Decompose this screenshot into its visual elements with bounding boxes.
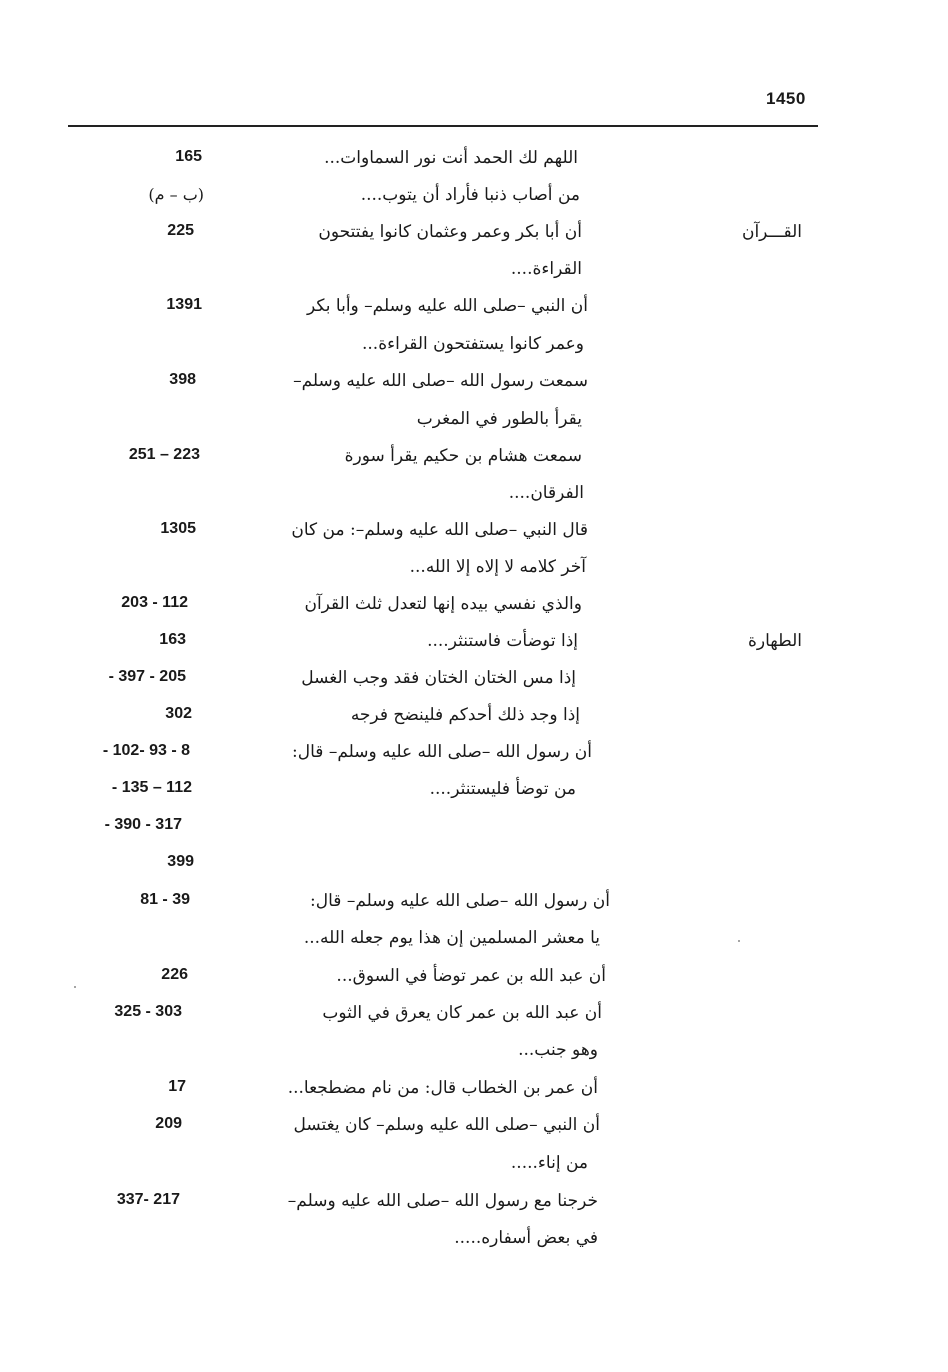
scan-speck [738, 940, 740, 942]
hadith-text: سمعت رسول الله –صلى الله عليه وسلم– [293, 371, 588, 391]
hadith-text: يا معشر المسلمين إن هذا يوم جعله الله... [303, 928, 600, 948]
index-row [0, 440, 948, 476]
index-row [0, 885, 948, 921]
hadith-text: إذا وجد ذلك أحدكم فلينضح فرجه [350, 705, 580, 725]
index-row [0, 179, 948, 215]
index-row [0, 773, 948, 809]
page-refs: 203 - 112 [121, 594, 188, 611]
page-refs: 1305 [160, 520, 196, 537]
index-row [0, 477, 948, 513]
hadith-text: أن أبا بكر وعمر وعثمان كانوا يفتتحون [318, 222, 582, 242]
index-row [0, 216, 948, 252]
index-row [0, 588, 948, 624]
page-refs: 1391 [166, 296, 202, 313]
hadith-text: أن النبي –صلى الله عليه وسلم– كان يغتسل [293, 1115, 600, 1135]
page-refs: - 135 – 112 [111, 779, 192, 796]
hadith-text: إذا مس الختان الختان فقد وجب الغسل [301, 668, 576, 688]
page-refs: 165 [175, 148, 202, 165]
index-row [0, 736, 948, 772]
topic-label: الطهارة [748, 631, 802, 651]
page-refs: 398 [169, 371, 196, 388]
hadith-text: إذا توضأت فاستنثر.... [427, 631, 578, 651]
index-row [0, 662, 948, 698]
hadith-text: والذي نفسي بيده إنها لتعدل ثلث القرآن [304, 594, 582, 614]
index-row [0, 142, 948, 178]
index-row [0, 253, 948, 289]
page-number: 1450 [766, 89, 806, 108]
index-row [0, 960, 948, 996]
header-rule [68, 125, 818, 127]
index-row [0, 1147, 948, 1183]
hadith-text: خرجنا مع رسول الله –صلى الله عليه وسلم– [287, 1191, 598, 1211]
index-row [0, 810, 948, 846]
hadith-text: اللهم لك الحمد أنت نور السماوات... [324, 148, 578, 168]
index-row [0, 1034, 948, 1070]
page-refs: - 397 - 205 [108, 668, 186, 685]
hadith-text: سمعت هشام بن حكيم يقرأ سورة [344, 446, 582, 466]
page-refs: - 390 - 317 [104, 816, 182, 833]
page-refs: 251 – 223 [128, 446, 200, 463]
page-refs: 17 [168, 1078, 186, 1095]
hadith-text: القراءة.... [510, 259, 582, 279]
index-row [0, 290, 948, 326]
page-refs: 209 [155, 1115, 182, 1132]
hadith-text: أن عمر بن الخطاب قال: من نام مضطجعا... [287, 1078, 598, 1098]
index-row [0, 1185, 948, 1221]
page-refs: 399 [167, 853, 194, 870]
index-row [0, 403, 948, 439]
hadith-text: أن النبي –صلى الله عليه وسلم– وأبا بكر [307, 296, 588, 316]
page-refs: 163 [159, 631, 186, 648]
hadith-text: آخر كلامه لا إلاه إلا الله... [409, 557, 586, 577]
index-row [0, 922, 948, 958]
page-refs: 302 [165, 705, 192, 722]
hadith-text: أن رسول الله –صلى الله عليه وسلم– قال: [310, 891, 610, 911]
hadith-text: أن عبد الله بن عمر كان يعرق في الثوب [322, 1003, 602, 1023]
hadith-text: وعمر كانوا يستفتحون القراءة... [362, 334, 584, 354]
hadith-text: في بعض أسفاره..... [454, 1228, 598, 1248]
page-refs: 81 - 39 [140, 891, 190, 908]
hadith-text: أن رسول الله –صلى الله عليه وسلم– قال: [292, 742, 592, 762]
index-row [0, 328, 948, 364]
index-row [0, 997, 948, 1033]
hadith-text: من أصاب ذنبا فأراد أن يتوب.... [360, 185, 580, 205]
index-row [0, 551, 948, 587]
hadith-text: وهو جنب... [518, 1040, 598, 1060]
index-row [0, 514, 948, 550]
page-refs: 337- 217 [116, 1191, 180, 1208]
hadith-text: من توضأ فليستنثر.... [429, 779, 576, 799]
index-row [0, 625, 948, 661]
page-refs: 225 [167, 222, 194, 239]
page-refs: 325 - 303 [114, 1003, 182, 1020]
page-refs: - 102- 93 - 8 [102, 742, 190, 759]
index-row [0, 699, 948, 735]
scan-speck [74, 986, 76, 988]
index-row [0, 1109, 948, 1145]
hadith-text: يقرأ بالطور في المغرب [416, 409, 582, 429]
page-refs: 226 [161, 966, 188, 983]
index-row [0, 365, 948, 401]
hadith-text: أن عبد الله بن عمر توضأ في السوق... [336, 966, 606, 986]
hadith-text: من إناء..... [510, 1153, 588, 1173]
page-refs: (ب – م) [148, 185, 204, 204]
hadith-text: قال النبي –صلى الله عليه وسلم–: من كان [291, 520, 588, 540]
index-row [0, 1072, 948, 1108]
topic-label: القـــرآن [741, 222, 802, 242]
index-row [0, 1222, 948, 1258]
hadith-text: الفرقان.... [508, 483, 584, 503]
index-row [0, 847, 948, 883]
